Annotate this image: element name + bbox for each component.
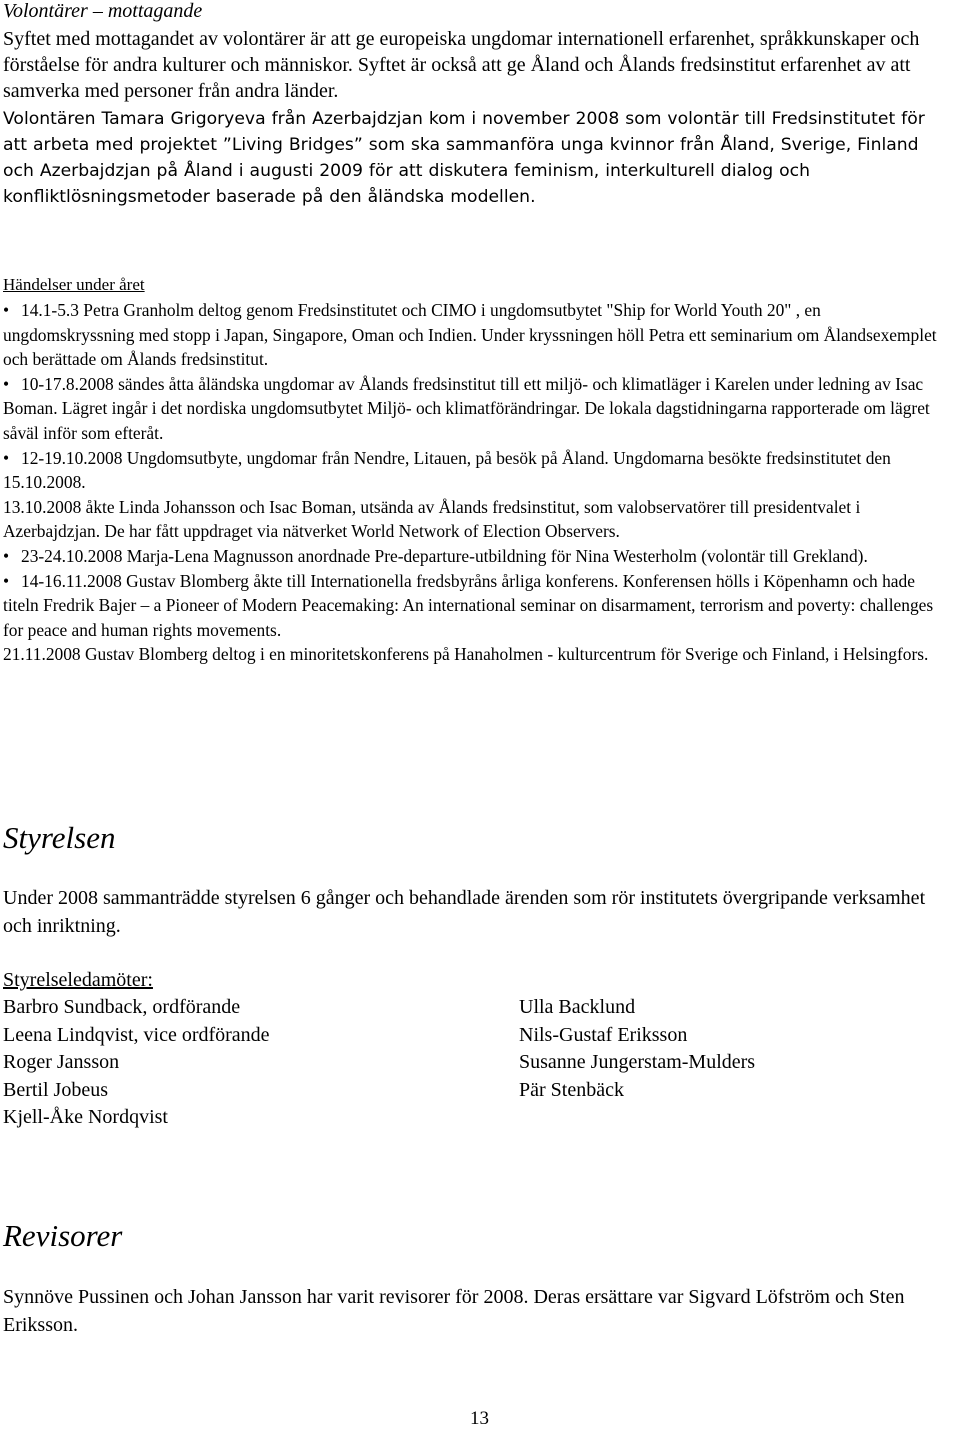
events-heading: Händelser under året: [3, 275, 145, 294]
event-text: 21.11.2008 Gustav Blomberg deltog i en minoritetskonferens på Hanaholmen - kulturcentrum för Sverige och Finland, i Helsingfors.: [3, 644, 929, 665]
page-number: 13: [470, 1408, 489, 1429]
event-item: [3, 642, 955, 667]
board-member: Barbro Sundback, ordförande: [3, 996, 241, 1018]
bullet: •: [3, 570, 10, 591]
event-item: [3, 372, 955, 446]
volunteers-purpose-paragraph: Syftet med mottagandet av volontärer är att ge europeiska ungdomar internationell erfarenhet, språkkunskaper och förståelse för andra kulturer och människor. Syftet är också att ge Åland och Ålands fredsinstitut erfarenhet av att samverka med personer från andra länder.: [3, 28, 920, 102]
event-item: [3, 569, 955, 643]
event-text: 14.1-5.3 Petra Granholm deltog genom Fredsinstitutet och CIMO i ungdomsutbytet "Ship for World Youth 20" , en ungdomskryssning med stopp i Japan, Singapore, Oman och Indien. Under kryssningen höll Petra ett seminarium om Ålandsexemplet och berättade om Ålands fredsinstitut.: [3, 300, 937, 370]
board-members-heading: Styrelseledamöter:: [3, 969, 153, 991]
board-member: Pär Stenbäck: [519, 1078, 624, 1101]
board-member: Ulla Backlund: [519, 996, 636, 1018]
board-member: Kjell-Åke Nordqvist: [3, 1106, 168, 1128]
bullet: •: [3, 447, 10, 468]
volunteers-tamara-paragraph: Volontären Tamara Grigoryeva från Azerbajdzjan kom i november 2008 som volontär till Fredsinstitutet för att arbeta med projektet ”Living Bridges” som ska sammanföra unga kvinnor från Åland, Sverige, Finland och Azerbajdzjan på Åland i augusti 2009 för att diskutera feminism, interkulturell dialog och konfliktlösningsmetoder baserade på den åländska modellen.: [3, 109, 925, 207]
event-text: 13.10.2008 åkte Linda Johansson och Isac Boman, utsända av Ålands fredsinstitut, som valobservatörer till presidentvalet i Azerbajdzjan. De har fått uppdraget via nätverket World Network of Election Observers.: [3, 496, 861, 542]
events-list: [3, 298, 955, 667]
board-member: Bertil Jobeus: [3, 1078, 108, 1101]
board-member: Leena Lindqvist, vice ordförande: [3, 1023, 270, 1046]
event-text: 14-16.11.2008 Gustav Blomberg åkte till Internationella fredsbyråns årliga konferens. Konferensen hölls i Köpenhamn och hade titeln Fredrik Bajer – a Pioneer of Modern Peacemaking: An international seminar on disarmament, terrorism and poverty: challenges for peace and human rights movements.: [3, 570, 934, 640]
event-item: [3, 298, 955, 372]
revisorer-title: Revisorer: [3, 1218, 123, 1253]
event-item: [3, 495, 955, 544]
volunteers-heading: Volontärer – mottagande: [3, 0, 203, 22]
styrelsen-title: Styrelsen: [3, 820, 116, 855]
board-members-left-column: [3, 994, 270, 1132]
bullet: •: [3, 373, 10, 394]
board-members-right-column: [519, 994, 755, 1104]
bullet: •: [3, 545, 10, 566]
event-item: [3, 544, 955, 569]
event-item: [3, 446, 955, 495]
event-text: 23-24.10.2008 Marja-Lena Magnusson anordnade Pre-departure-utbildning för Nina Westerholm (volontär till Grekland).: [21, 545, 868, 566]
event-text: 12-19.10.2008 Ungdomsutbyte, ungdomar från Nendre, Litauen, på besök på Åland. Ungdomarna besökte fredsinstitutet den 15.10.2008.: [3, 447, 891, 493]
styrelsen-paragraph: Under 2008 sammanträdde styrelsen 6 gånger och behandlade ärenden som rör institutets övergripande verksamhet och inriktning.: [3, 887, 926, 937]
event-text: 10-17.8.2008 sändes åtta åländska ungdomar av Ålands fredsinstitut till ett miljö- och klimatläger i Karelen under ledning av Isac Boman. Lägret ingår i det nordiska ungdomsutbytet Miljö- och klimatförändringar. De lokala dagstidningarna rapporterade om lägret såväl inför som efteråt.: [3, 373, 930, 443]
board-member: Roger Jansson: [3, 1051, 120, 1073]
bullet: •: [3, 300, 10, 320]
revisorer-paragraph: Synnöve Pussinen och Johan Jansson har varit revisorer för 2008. Deras ersättare var Sigvard Löfström och Sten Eriksson.: [3, 1286, 905, 1336]
board-member: Susanne Jungerstam-Mulders: [519, 1051, 756, 1073]
board-member: Nils-Gustaf Eriksson: [519, 1023, 688, 1046]
